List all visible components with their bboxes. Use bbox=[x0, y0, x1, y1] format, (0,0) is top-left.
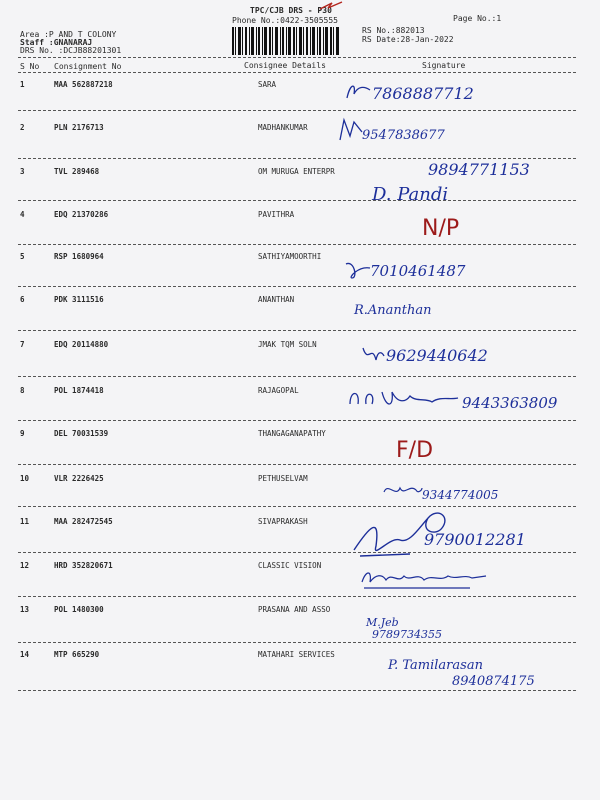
signature-scribble-icon bbox=[350, 506, 470, 562]
consignee-name: PAVITHRA bbox=[258, 210, 295, 219]
divider bbox=[18, 376, 576, 377]
row-number: 12 bbox=[20, 561, 30, 570]
signature-scribble-icon bbox=[360, 566, 490, 592]
divider bbox=[18, 244, 576, 245]
divider bbox=[18, 72, 576, 73]
signature-scribble-icon bbox=[344, 80, 374, 104]
row-number: 1 bbox=[20, 80, 25, 89]
signature-name: P. Tamilarasan bbox=[388, 658, 483, 673]
signature-name: M.Jeb bbox=[366, 616, 399, 629]
signature: R.Ananthan bbox=[354, 303, 432, 318]
header-rs-no: RS No.:882013 bbox=[362, 26, 425, 35]
signature: F/D bbox=[396, 438, 434, 463]
signature: N/P bbox=[422, 216, 460, 241]
consignee-name: SARA bbox=[258, 80, 277, 89]
consignee-name: RAJAGOPAL bbox=[258, 386, 299, 395]
barcode-icon bbox=[232, 27, 340, 55]
header-phone: Phone No.:0422-3505555 bbox=[232, 16, 338, 25]
pen-mark-icon bbox=[318, 0, 344, 12]
row-number: 10 bbox=[20, 474, 30, 483]
consignment-no: MTP 665290 bbox=[54, 650, 100, 659]
consignment-no: POL 1874418 bbox=[54, 386, 104, 395]
row-number: 13 bbox=[20, 605, 30, 614]
signature-scribble-icon bbox=[360, 342, 386, 366]
row-number: 8 bbox=[20, 386, 25, 395]
row-number: 4 bbox=[20, 210, 25, 219]
row-number: 6 bbox=[20, 295, 25, 304]
signature: 9789734355 bbox=[372, 628, 442, 641]
row-number: 11 bbox=[20, 517, 30, 526]
divider bbox=[18, 420, 576, 421]
divider bbox=[18, 506, 576, 507]
row-number: 9 bbox=[20, 429, 25, 438]
signature: 8940874175 bbox=[452, 674, 535, 689]
header-area: Area :P AND T COLONY bbox=[20, 30, 117, 39]
row-number: 14 bbox=[20, 650, 30, 659]
consignee-name: CLASSIC VISION bbox=[258, 561, 322, 570]
consignee-name: MATAHARI SERVICES bbox=[258, 650, 335, 659]
consignee-name: ANANTHAN bbox=[258, 295, 295, 304]
signature: 9629440642 bbox=[386, 346, 488, 365]
divider bbox=[18, 464, 576, 465]
signature-name: D. Pandi bbox=[372, 184, 449, 205]
consignee-name: JMAK TQM SOLN bbox=[258, 340, 317, 349]
header-title: TPC/CJB DRS - P30 bbox=[250, 6, 332, 15]
consignment-no: VLR 2226425 bbox=[54, 474, 104, 483]
header-rs-date: RS Date:28-Jan-2022 bbox=[362, 35, 454, 44]
signature-scribble-icon bbox=[344, 258, 372, 282]
divider bbox=[18, 330, 576, 331]
divider bbox=[18, 552, 576, 553]
signature: 9547838677 bbox=[362, 128, 445, 143]
signature-scribble-icon bbox=[382, 480, 424, 500]
consignment-no: PLN 2176713 bbox=[54, 123, 104, 132]
consignment-no: EDQ 20114880 bbox=[54, 340, 109, 349]
row-number: 3 bbox=[20, 167, 25, 176]
consignment-no: MAA 562887218 bbox=[54, 80, 113, 89]
consignment-no: EDQ 21370286 bbox=[54, 210, 109, 219]
divider bbox=[18, 57, 576, 58]
divider bbox=[18, 200, 576, 201]
row-number: 7 bbox=[20, 340, 25, 349]
consignment-no: HRD 352820671 bbox=[54, 561, 113, 570]
col-header-consignee: Consignee Details bbox=[244, 61, 326, 70]
col-header-sno: S No bbox=[20, 62, 40, 71]
divider bbox=[18, 286, 576, 287]
consignee-name: PRASANA AND ASSO bbox=[258, 605, 331, 614]
divider bbox=[18, 642, 576, 643]
consignee-name: SIVAPRAKASH bbox=[258, 517, 308, 526]
consignment-no: MAA 282472545 bbox=[54, 517, 113, 526]
header-drs-no: DRS No. :DCJB88201301 bbox=[20, 46, 122, 55]
signature: 9790012281 bbox=[424, 530, 526, 549]
consignment-no: POL 1480300 bbox=[54, 605, 104, 614]
consignee-name: THANGAGANAPATHY bbox=[258, 429, 326, 438]
divider bbox=[18, 158, 576, 159]
consignment-no: DEL 70031539 bbox=[54, 429, 109, 438]
row-number: 5 bbox=[20, 252, 25, 261]
consignee-name: PETHUSELVAM bbox=[258, 474, 308, 483]
signature: 7010461487 bbox=[370, 262, 466, 280]
col-header-signature: Signature bbox=[422, 61, 466, 70]
signature: 9344774005 bbox=[422, 488, 499, 502]
divider bbox=[18, 110, 576, 111]
divider bbox=[18, 596, 576, 597]
signature-scribble-icon bbox=[346, 384, 462, 414]
divider bbox=[18, 690, 576, 691]
signature-scribble-icon bbox=[336, 116, 366, 144]
header-staff: Staff :GNANARAJ bbox=[20, 38, 93, 47]
consignee-name: OM MURUGA ENTERPR bbox=[258, 167, 335, 176]
col-header-consignment: Consignment No bbox=[54, 62, 122, 71]
header-page-no: Page No.:1 bbox=[453, 14, 502, 23]
signature: 7868887712 bbox=[372, 84, 474, 103]
row-number: 2 bbox=[20, 123, 25, 132]
signature: 9443363809 bbox=[462, 394, 558, 412]
signature: 9894771153 bbox=[428, 160, 530, 179]
consignee-name: MADHANKUMAR bbox=[258, 123, 308, 132]
consignment-no: TVL 289468 bbox=[54, 167, 100, 176]
consignment-no: PDK 3111516 bbox=[54, 295, 104, 304]
consignment-no: RSP 1680964 bbox=[54, 252, 104, 261]
consignee-name: SATHIYAMOORTHI bbox=[258, 252, 322, 261]
